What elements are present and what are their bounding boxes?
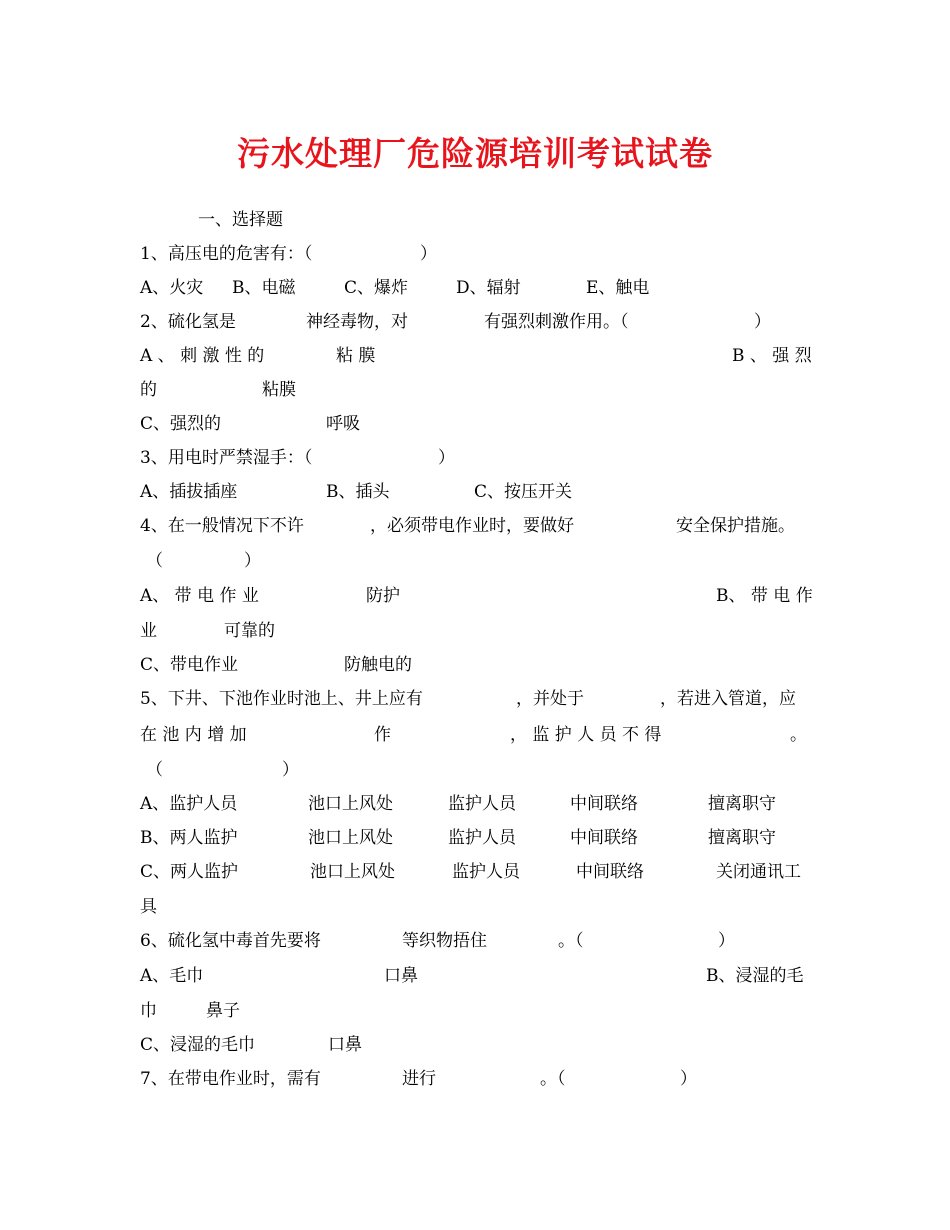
option-a: A、监护人员 (140, 794, 238, 814)
option-c-cont: 呼吸 (326, 414, 360, 434)
question-2-part-b: 神经毒物，对 (306, 312, 408, 332)
question-6-part-b: 等织物捂住 (402, 931, 487, 951)
option-b-col-3: 监护人员 (448, 828, 516, 848)
question-7-part-c: 。（ (540, 1069, 566, 1089)
option-c-col-4: 中间联络 (576, 862, 644, 882)
option-b-col-5: 擅离职守 (708, 828, 776, 848)
option-b: B 、 强 烈 (732, 346, 812, 366)
option-b-cont-2: 可靠的 (224, 621, 275, 641)
option-b-cont: 业 (140, 621, 157, 641)
option-c-cont: 防触电的 (344, 655, 412, 675)
option-c-cont: 具 (140, 897, 157, 917)
option-c-col-3: 监护人员 (452, 862, 520, 882)
question-5-part-c: ，若进入管道，应 (660, 689, 796, 709)
question-1-paren-close: ） (420, 244, 437, 264)
question-4-paren-close: ） (244, 551, 261, 571)
option-b: B、 带 电 作 (716, 586, 813, 606)
question-2-paren-close: ） (754, 312, 771, 332)
question-4-part-b: ，必须带电作业时，要做好 (370, 516, 574, 536)
question-5-part-b: ，并处于 (516, 689, 584, 709)
question-7-part-b: 进行 (402, 1069, 436, 1089)
option-c-col-2: 池口上风处 (310, 862, 395, 882)
option-b-cont: 巾 (140, 1001, 157, 1021)
question-4-part-c: 安全保护措施。 (676, 516, 795, 536)
question-7-part-a: 7、在带电作业时，需有 (140, 1069, 321, 1089)
option-a-cont: 口鼻 (384, 966, 418, 986)
option-a-col-3: 监护人员 (448, 794, 516, 814)
option-c: C、强烈的 (140, 414, 222, 434)
option-b-cont-2: 粘膜 (262, 380, 296, 400)
question-2-part-c: 有强烈刺激作用。（ (484, 312, 629, 332)
question-5-paren-close: ） (282, 760, 299, 780)
option-c: C、爆炸 (344, 278, 409, 298)
question-3-stem: 3、用电时严禁湿手：（ (140, 448, 313, 468)
option-d: D、辐射 (456, 278, 521, 298)
option-b: B、浸湿的毛 (706, 966, 804, 986)
option-c: C、带电作业 (140, 655, 239, 675)
option-a-col-5: 擅离职守 (708, 794, 776, 814)
question-4-paren-open: （ (146, 551, 163, 571)
option-a-cont: 防护 (366, 586, 400, 606)
option-a-col-2: 池口上风处 (308, 794, 393, 814)
option-a: A、插拔插座 (140, 482, 238, 502)
document-title: 污水处理厂危险源培训考试试卷 (237, 134, 713, 173)
question-4-part-a: 4、在一般情况下不许 (140, 516, 304, 536)
option-c: C、按压开关 (474, 482, 573, 502)
option-a: A、 带 电 作 业 (140, 586, 259, 606)
question-5-part-d: 在 池 内 增 加 (140, 725, 247, 745)
option-b-col-4: 中间联络 (570, 828, 638, 848)
option-a: A、毛巾 (140, 966, 204, 986)
option-a: A、火灾 (140, 278, 204, 298)
option-c-col-5: 关闭通讯工 (716, 862, 801, 882)
option-a-cont: 粘 膜 (336, 346, 376, 366)
question-5-paren-open: （ (146, 760, 163, 780)
option-b-cont: 的 (140, 380, 157, 400)
option-b: B、插头 (326, 482, 390, 502)
question-5-part-f: ， 监 护 人 员 不 得 (510, 725, 662, 745)
option-b-cont-2: 鼻子 (206, 1001, 240, 1021)
option-c: C、两人监护 (140, 862, 239, 882)
question-5-part-a: 5、下井、下池作业时池上、井上应有 (140, 689, 423, 709)
option-c-cont: 口鼻 (328, 1035, 362, 1055)
question-6-paren-close: ） (718, 931, 735, 951)
section-heading: 一、选择题 (198, 210, 283, 230)
question-7-paren-close: ） (680, 1069, 697, 1089)
option-b-col-2: 池口上风处 (308, 828, 393, 848)
option-b: B、电磁 (232, 278, 296, 298)
option-c: C、浸湿的毛巾 (140, 1035, 256, 1055)
question-1-stem: 1、高压电的危害有：（ (140, 244, 313, 264)
option-a-col-4: 中间联络 (570, 794, 638, 814)
question-3-paren-close: ） (438, 448, 455, 468)
question-6-part-c: 。（ (558, 931, 584, 951)
question-5-part-g: 。 (790, 725, 807, 745)
question-5-part-e: 作 (374, 725, 391, 745)
option-b: B、两人监护 (140, 828, 238, 848)
question-2-part-a: 2、硫化氢是 (140, 312, 236, 332)
question-6-part-a: 6、硫化氢中毒首先要将 (140, 931, 321, 951)
option-a: A 、 刺 激 性 的 (140, 346, 265, 366)
option-e: E、触电 (586, 278, 650, 298)
